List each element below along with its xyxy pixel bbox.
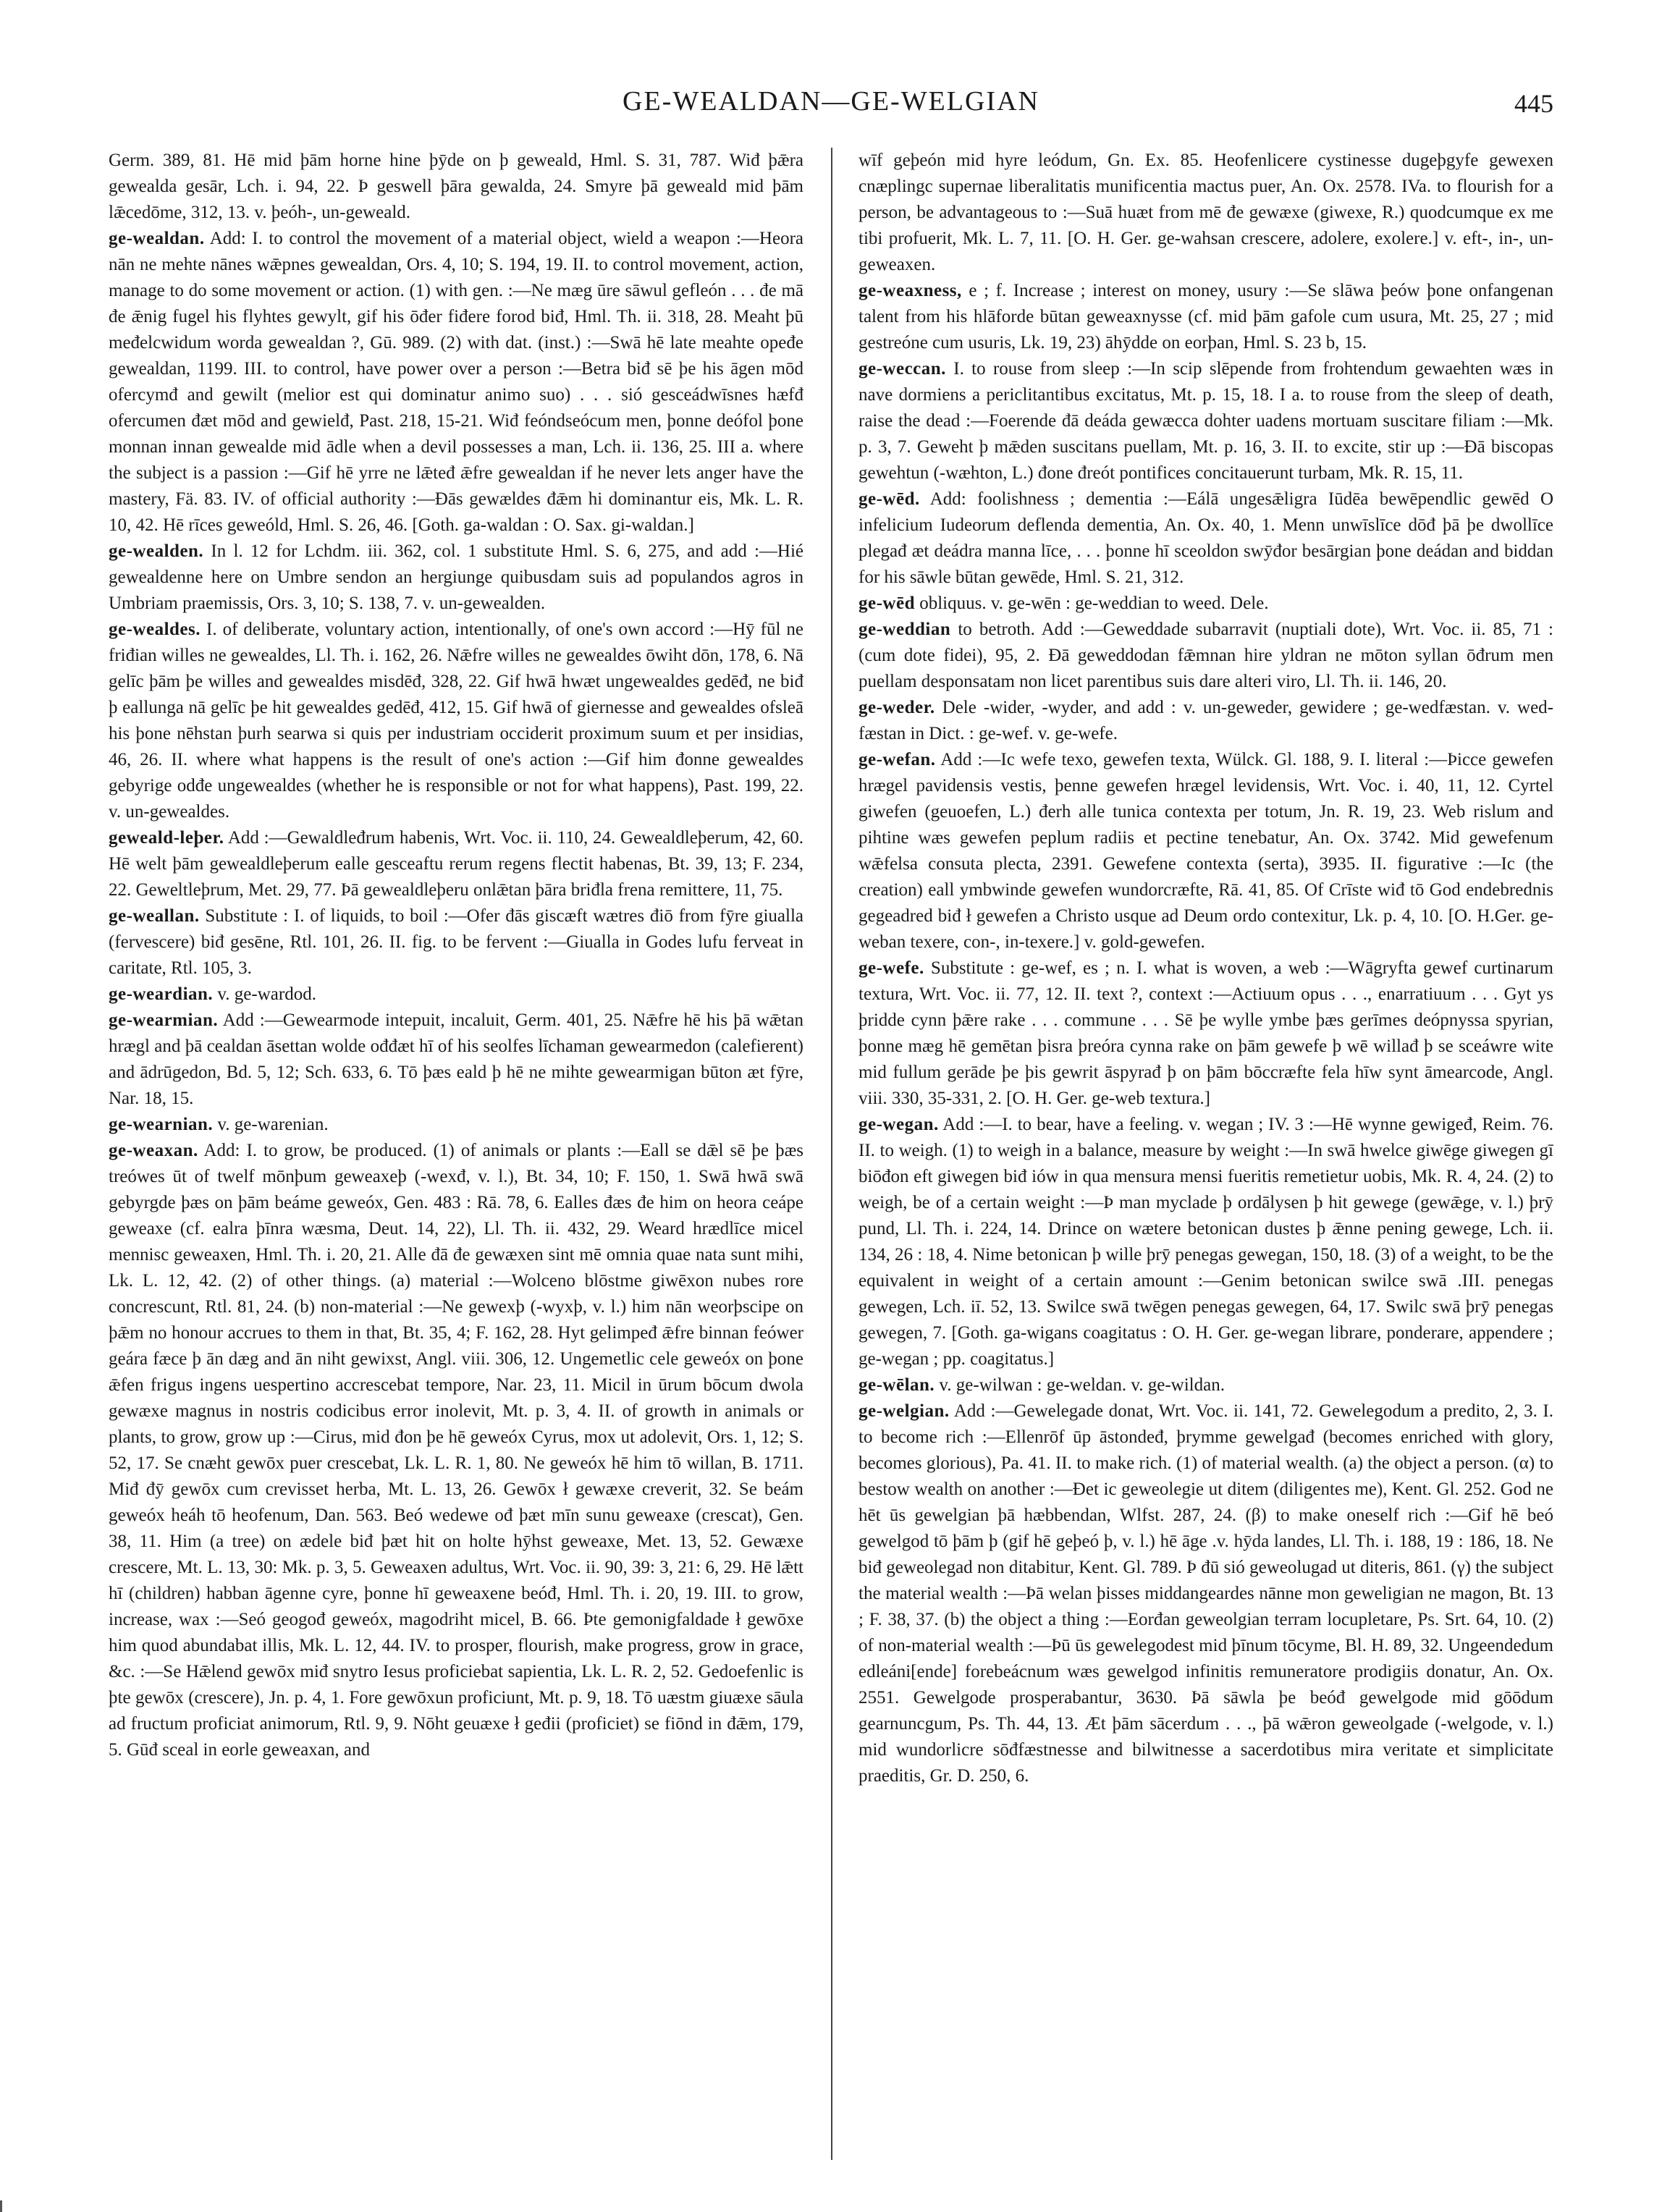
dictionary-entry (109, 617, 803, 825)
entry-headword: ge-wefan. (859, 750, 936, 769)
entry-text: Add: I. to control the movement of a material object, wield a weapon :—Heora nān ne mehte nānes wǣpnes gewealdan, Ors. 4, 10; S. 194, 19. II. to control movement, action, manage to do some movement or action. (1) with gen. :—Ne mæg ūre sāwul gefleón . . . đe mā đe ǣnig fugel his flyhtes gewylt, gif his ōđer fiđere forod biđ, Hml. Th. ii. 318, 28. Meaht þū međelcwidum worda gewealdan ?, Gū. 989. (2) with dat. (inst.) :—Swā hē late meahte ореđе gewealdan, 1199. III. to control, have power over a person :—Betra biđ sē þe his āgen mōd ofercymđ and gewilt (melior est qui dominatur animo suo) . . . sió gesceádwīsnes hæfđ ofercumen đæt mōd and gewielđ, Past. 218, 15-21. Wiđ feóndseócum men, þonne deófol þone monnan innan gewealde mid ādle when a devil possesses a man, Lch. ii. 136, 25. III a. where the subject is a passion :—Gif hē yrre ne lǣteđ ǣfre gewealdan if he never lets anger have the mastery, Fä. 83. IV. of official authority :—Đās gewældes đǣm hi dominantur eis, Mk. L. R. 10, 42. Hē rīces geweóld, Hml. S. 26, 46. [Goth. ga-waldan : O. Sax. gi-waldan.] (109, 229, 803, 535)
dictionary-entry (109, 226, 803, 539)
entry-text: In l. 12 for Lchdm. iii. 362, col. 1 substitute Hml. S. 6, 275, and add :—Hié gewealdenne here on Umbre sendon an hergiunge quibusdam suis ad populandos agros in Umbriam praemissis, Ors. 3, 10; S. 138, 7. v. un-gewealden. (109, 541, 803, 613)
entry-headword: ge-weardian. (109, 984, 214, 1004)
entry-headword: ge-wegan. (859, 1115, 939, 1134)
entry-headword: ge-wealden. (109, 541, 204, 561)
dictionary-entry (859, 1372, 1553, 1398)
dictionary-columns (109, 148, 1553, 2160)
entry-text: Add: I. to grow, be produced. (1) of animals or plants :—Eall se dǣl sē þe þæs treówes ūt of twelf mōnþum geweaxeþ (-wexđ, v. l.), Bt. 34, 10; F. 150, 1. Swā hwā swā gebyrgde þæs on þām beáme geweóx, Gen. 483 : Rā. 78, 6. Ealles đæs đe him on heora ceápe geweaxe (cf. ealra þīnra wæsma, Deut. 14, 22), Ll. Th. ii. 432, 29. Weard hrædlīce micel mennisc geweaxen, Hml. Th. i. 20, 21. Alle đā đe gewæxen sint mē omnia quae nata sunt mihi, Lk. L. 12, 42. (2) of other things. (a) material :—Wolceno blōstme giwēxon nubes rore concrescunt, Rtl. 81, 24. (b) non-material :—Ne gewexþ (-wyxþ, v. l.) him nān weorþscipe on þǣm no honour accrues to them in that, Bt. 35, 4; F. 162, 28. Hyt gelimpeđ ǣfre binnan feówer geára fæce þ ān dæg and ān niht gewixst, Angl. viii. 306, 12. Ungemetlic cele geweóx on þone ǣfen frigus ingens uespertino accrescebat tempore, Nar. 23, 11. Micil in ūrum bōcum dwola gewæxe magnus in nostris codicibus error inolevit, Mt. p. 3, 4. II. of growth in animals or plants, to grow, grow up :—Cirus, mid đon þe hē geweóx Cyrus, mox ut adolevit, Ors. 1, 12; S. 52, 17. Se cnæht gewōx puer crescebat, Lk. L. R. 1, 80. Ne geweóx hē him tō willan, B. 1711. Miđ đȳ gewōx cum crevisset herba, Mt. L. 13, 26. Gewōx ł gewæxe creverit, 32. Se beám geweóx heáh tō heofenum, Dan. 563. Beó wedewe ođ þæt mīn sunu geweaxe (crescat), Gen. 38, 11. Him (a tree) on ædele biđ þæt hit on holte hȳhst geweaxe, Met. 13, 52. Gewæxe crescere, Mt. L. 13, 30: Mk. p. 3, 5. Geweaxen adultus, Wrt. Voc. ii. 90, 39: 3, 21: 6, 29. Hē lǣtt hī (children) habban āgenne cyre, þonne hī geweaxene beóđ, Hml. Th. i. 20, 19. III. to grow, increase, wax :—Seó geogođ geweóx, magodriht micel, B. 66. Þte gemonigfaldade ł gewōxe him quod abundabat illis, Mk. L. 12, 44. IV. to prosper, flourish, make progress, grow in grace, &c. :—Se Hǣlend gewōx miđ snytro Iesus proficiebat sapientia, Lk. L. R. 2, 52. Gedoefenlic is þte gewōx (crescere), Jn. p. 4, 1. Fore gewōxun proficiunt, Mt. p. 9, 18. Tō uæstm giuæxe sāula ad fructum proficiat animorum, Rtl. 9, 9. Nōht geuæxe ł geđii (proficiet) se fiōnd in đǣm, 179, 5. Gūđ sceal in eorle geweaxan, and (109, 1141, 803, 1760)
entry-headword: ge-weddian (859, 620, 951, 639)
entry-text: Add :—Ic wefe texo, gewefen texta, Wülck. Gl. 188, 9. I. literal :—Þicce gewefen hrægel pavidensis vestis, þenne gewefen hrægel levidensis, Wrt. Voc. i. 40, 11, 12. Cyrtel giwefen (geuoefen, L.) đerh alle tunica contexta per totum, Jn. R. 19, 23. Web rislum and pihtine wæs gewefen peplum radiis et pectine tenebatur, An. Ox. 3742. Mid gewefenum wǣfelsa consuta plecta, 2391. Gewefene contexta (serta), 3935. II. figurative :—Ic (the creation) eall ymbwinde gewefen wundorcræfte, Rā. 41, 85. Of Crīste wiđ tō God endebrednis gegeadred biđ ł gewefen a Christo usque ad Deum ordo contexitur, Lk. p. 4, 10. [O. H.Ger. ge-weban texere, con-, in-texere.] v. gold-gewefen. (859, 750, 1553, 952)
dictionary-entry (109, 903, 803, 982)
dictionary-entry (859, 1112, 1553, 1372)
entry-headword: ge-wearmian. (109, 1010, 219, 1030)
entry-text: Add :—Gewaldleđrum habenis, Wrt. Voc. ii. 110, 24. Gewealdleþerum, 42, 60. Hē welt þām gewealdleþerum ealle gesceaftu rerum regens flectit habenas, Bt. 39, 13; F. 234, 22. Geweltleþrum, Met. 29, 77. Þā gewealdleþeru onlǣtan þāra briđla frena remittere, 11, 75. (109, 828, 803, 900)
entry-headword: ge-wēd. (859, 489, 920, 509)
entry-headword: ge-wefe. (859, 958, 924, 978)
dictionary-entry (859, 486, 1553, 591)
entry-text: Dele -wider, -wyder, and add : v. un-geweder, gewidere ; ge-wedfæstan. v. wed-fæstan in Dict. : ge-wef. v. ge-wefe. (859, 698, 1553, 743)
entry-headword: ge-wēd (859, 594, 915, 613)
entry-headword: ge-welgian. (859, 1401, 950, 1421)
entry-headword: ge-weallan. (109, 906, 200, 926)
dictionary-entry (859, 747, 1553, 955)
column-divider (831, 148, 832, 2160)
dictionary-entry (109, 1008, 803, 1112)
entry-text: Substitute : I. of liquids, to boil :—Ofer đās giscæft wætres điō from fȳre giualla (fervescere) biđ gesēne, Rtl. 101, 26. II. fig. to be fervent :—Giualla in Godes lufu ferveat in caritate, Rtl. 105, 3. (109, 906, 803, 978)
dictionary-entry (859, 591, 1553, 617)
dictionary-entry (109, 1112, 803, 1138)
dictionary-entry (109, 825, 803, 903)
entry-headword: ge-wearnian. (109, 1115, 214, 1134)
entry-headword: ge-weaxness, (859, 281, 962, 300)
left-column (109, 148, 803, 2160)
dictionary-entry (859, 148, 1553, 278)
entry-text: wīf geþeón mid hyre leódum, Gn. Ex. 85. Heofenlicere cystinesse dugeþgyfe gewexen cnæplingc supernae liberalitatis munificentia mactus puer, An. Ox. 2578. IVa. to flourish for a person, be advantageous to :—Suā huæt from mē đe gewæxe (giwexe, R.) quodcumque ex me tibi profuerit, Mk. L. 7, 11. [O. H. Ger. ge-wahsan crescere, adolere, exolere.] v. eft-, in-, un-geweaxen. (859, 151, 1553, 274)
dictionary-entry (109, 539, 803, 617)
entry-text: Germ. 389, 81. Hē mid þām horne hine þȳde on þ geweald, Hml. S. 31, 787. Wiđ þǣra gewealda gesār, Lch. i. 94, 22. Þ geswell þāra gewalda, 24. Smyre þā geweald mid þām lǣcedōme, 312, 13. v. þeóh-, un-geweald. (109, 151, 803, 222)
page-number: 445 (1514, 89, 1553, 118)
entry-text: Add :—Gewelegade donat, Wrt. Voc. ii. 141, 72. Gewelegodum a predito, 2, 3. I. to become rich :—Ellenrōf ūp āstondeđ, þrymme gewelgađ (becomes enriched with glory, becomes glorious), Pa. 41. II. to make rich. (1) of material wealth. (a) the object a person. (α) to bestow wealth on another :—Đet ic geweolegie ut ditem (diligentes me), Kent. Gl. 252. God ne hēt ūs gewelgian þā hæbbendan, Wlfst. 287, 24. (β) to make oneself rich :—Gif hē beó gewelgod tō þām þ (gif hē geþeó þ, v. l.) hē āge .v. hȳda landes, Ll. Th. i. 188, 19 : 186, 18. Ne biđ geweolegad non ditabitur, Kent. Gl. 789. Þ đū sió geweolugad ut diteris, 861. (γ) the subject the material wealth :—Þā welan þisses middangeardes nānne mon geweligian ne magon, Bt. 13 ; F. 38, 37. (b) the object a thing :—Eorđan geweolgian terram locupletare, Ps. Srt. 64, 10. (2) of non-material wealth :—Þū ūs gewelegodest mid þīnum tōcyme, Bl. H. 89, 32. Ungeendedum edleáni[ende] forebeácnum wæs gewelgod infinitis remuneratore prodigiis donatur, An. Ox. 2551. Gewelgode prosperabantur, 3630. Þā sāwla þe beóđ gewelgode mid gōōdum gearnuncgum, Ps. Th. 44, 13. Æt þām sācerdum . . ., þā wǣron geweolgade (-welgode, v. l.) mid wundorlicre sōđfæstnesse and bilwitnesse a sacerdotibus mira veritate et simplicitate praeditis, Gr. D. 250, 6. (859, 1401, 1553, 1786)
entry-headword: ge-wealdes. (109, 620, 201, 639)
entry-text: e ; f. Increase ; interest on money, usury :—Se slāwa þeów þone onfangenan talent from his hlāforde būtan geweaxnysse (cf. mid þām gafole cum usura, Mt. 25, 27 ; mid gestreóne cum usuris, Lk. 19, 23) āhȳdde on eorþan, Hml. S. 23 b, 15. (859, 281, 1553, 353)
entry-text: v. ge-wilwan : ge-weldan. v. ge-wildan. (939, 1375, 1225, 1395)
dictionary-entry (859, 695, 1553, 747)
margin-mark (0, 2200, 2, 2212)
entry-text: v. ge-wardod. (217, 984, 316, 1004)
entry-text: Add: foolishness ; dementia :—Eálā ungesǣligra Iūdēa bewēpendlic gewēd O infelicium Iudeorum deflenda dementia, An. Ox. 40, 1. Menn unwīslīce dōđ þā þe dwollīce plegađ æt deádra manna līce, . . . þonne hī sceoldon swȳđor besārgian þone deádan and biddan for his sāwle būtan gewēde, Hml. S. 21, 312. (859, 489, 1553, 587)
entry-text: Substitute : ge-wef, es ; n. I. what is woven, a web :—Wāgryfta gewef curtinarum textura, Wrt. Voc. ii. 77, 12. II. text ?, context :—Actiuum opus . . ., enarratiuum . . . Gyt ys þridde cynn þǣre rake . . . commune . . . Sē þe wylle ymbe þæs gerīmes deópnyssa spyrian, þonne mæg hē gemētan þisra þreóra cynna rake on þām gewefe þ wē willađ þ se sceáwre wite mid fullum gerāde þe þis gewrit āspyrađ þ on þām bōccræfte fela hīw synt āmearcode, Angl. viii. 330, 35-331, 2. [O. H. Ger. ge-web textura.] (859, 958, 1553, 1108)
right-column (859, 148, 1553, 2160)
entry-headword: ge-weaxan. (109, 1141, 198, 1160)
entry-text: Add :—I. to bear, have a feeling. v. wegan ; IV. 3 :—Hē wynne gewigeđ, Reim. 76. II. to weigh. (1) to weigh in a balance, measure by weight :—In swā hwelce giwēge giwegen gī biōđon eft giwegen biđ iów in qua mensura mensi fueritis remetietur uobis, Mk. R. 4, 24. (2) to weigh, be of a certain weight :—Þ man myclade þ ordālysen þ hit gewege (gewǣge, v. l.) þrȳ pund, Ll. Th. i. 224, 14. Drince on wætere betonican dustes þ ǣnne pening gewege, Lch. ii. 134, 26 : 18, 4. Nime betonican þ wille þrȳ penegas gewegan, 150, 18. (3) of a weight, to be the equivalent in weight of a certain amount :—Genim betonican swilce swā .III. penegas gewegen, Lch. iī. 52, 13. Swilce swā twēgen penegas gewegen, 64, 17. Swilc swā þrȳ penegas gewegen, 7. [Goth. ga-wigans coagitatus : O. H. Ger. ge-wegan librare, ponderare, appendere ; ge-wegan ; pp. coagitatus.] (859, 1115, 1553, 1369)
page-header (109, 85, 1553, 129)
entry-text: I. of deliberate, voluntary action, intentionally, of one's own accord :—Hȳ fūl ne friđian willes ne gewealdes, Ll. Th. i. 162, 26. Nǣfre willes ne gewealdes ōwiht dōn, 178, 6. Nā gelīc þām þe willes and gewealdes misdēđ, 328, 22. Gif hwā hwæt ungewealdes gedēđ, ne biđ þ eallunga nā gelīc þe hit gewealdes gedēđ, 412, 15. Gif hwā of giernesse and gewealdes ofsleā his þone nēhstan þurh searwa si quis per industriam occiderit proximum suum et per insidias, 46, 26. II. where what happens is the result of one's action :—Gif him đonne gewealdes gebyrige odđe ungewealdes (whether he is responsible or not for what happens), Past. 199, 22. v. un-gewealdes. (109, 620, 803, 822)
dictionary-entry (859, 955, 1553, 1112)
entry-headword: ge-wēlan. (859, 1375, 935, 1395)
entry-headword: ge-weder. (859, 698, 935, 717)
entry-text: v. ge-warenian. (217, 1115, 329, 1134)
dictionary-entry (859, 617, 1553, 695)
dictionary-entry (109, 1138, 803, 1763)
dictionary-entry (109, 148, 803, 226)
dictionary-entry (859, 1398, 1553, 1789)
dictionary-entry (859, 356, 1553, 486)
entry-text: Add :—Gewearmode intepuit, incaluit, Germ. 401, 25. Nǣfre hē his þā wǣtan hrægl and þā cealdan āsettan wolde ođđæt hī of his seolfes līchaman gewearmedon (calefierent) and ādrūgedon, Bd. 5, 12; Sch. 633, 6. Tō þæs eald þ hē ne mihte gewearmigan būton æt fȳre, Nar. 18, 15. (109, 1010, 803, 1108)
dictionary-entry (859, 278, 1553, 356)
entry-headword: geweald-leþer. (109, 828, 224, 848)
entry-text: to betroth. Add :—Geweddade subarravit (nuptiali dote), Wrt. Voc. ii. 85, 71 : (cum dote fidei), 95, 2. Đā geweddodan fǣmnan hire yldran ne mōton syllan ōđrum men puellam desponsatam non licet parentibus suis dare alteri viro, Ll. Th. ii. 146, 20. (859, 620, 1553, 691)
entry-text: I. to rouse from sleep :—In scip slēpende from frohtendum gewaehten wæs in nave dormiens a periclitantibus excitatus, Mt. p. 15, 18. I a. to rouse from the sleep of death, raise the dead :—Foerende đā deáda gewæcca dohter uadens mortuam suscitare filiam :—Mk. p. 3, 7. Geweht þ mǣden suscitans puellam, Mt. p. 16, 3. II. to excite, stir up :—Đā biscopas gewehtun (-wæhton, L.) đone đreót pontifices concitauerunt turbam, Mk. R. 15, 11. (859, 359, 1553, 483)
running-head: GE-WEALDAN—GE-WELGIAN (623, 86, 1039, 117)
dictionary-entry (109, 982, 803, 1008)
entry-text: obliquus. v. ge-wēn : ge-weddian to weed. Dele. (919, 594, 1269, 613)
entry-headword: ge-wealdan. (109, 229, 205, 248)
entry-headword: ge-weccan. (859, 359, 946, 379)
